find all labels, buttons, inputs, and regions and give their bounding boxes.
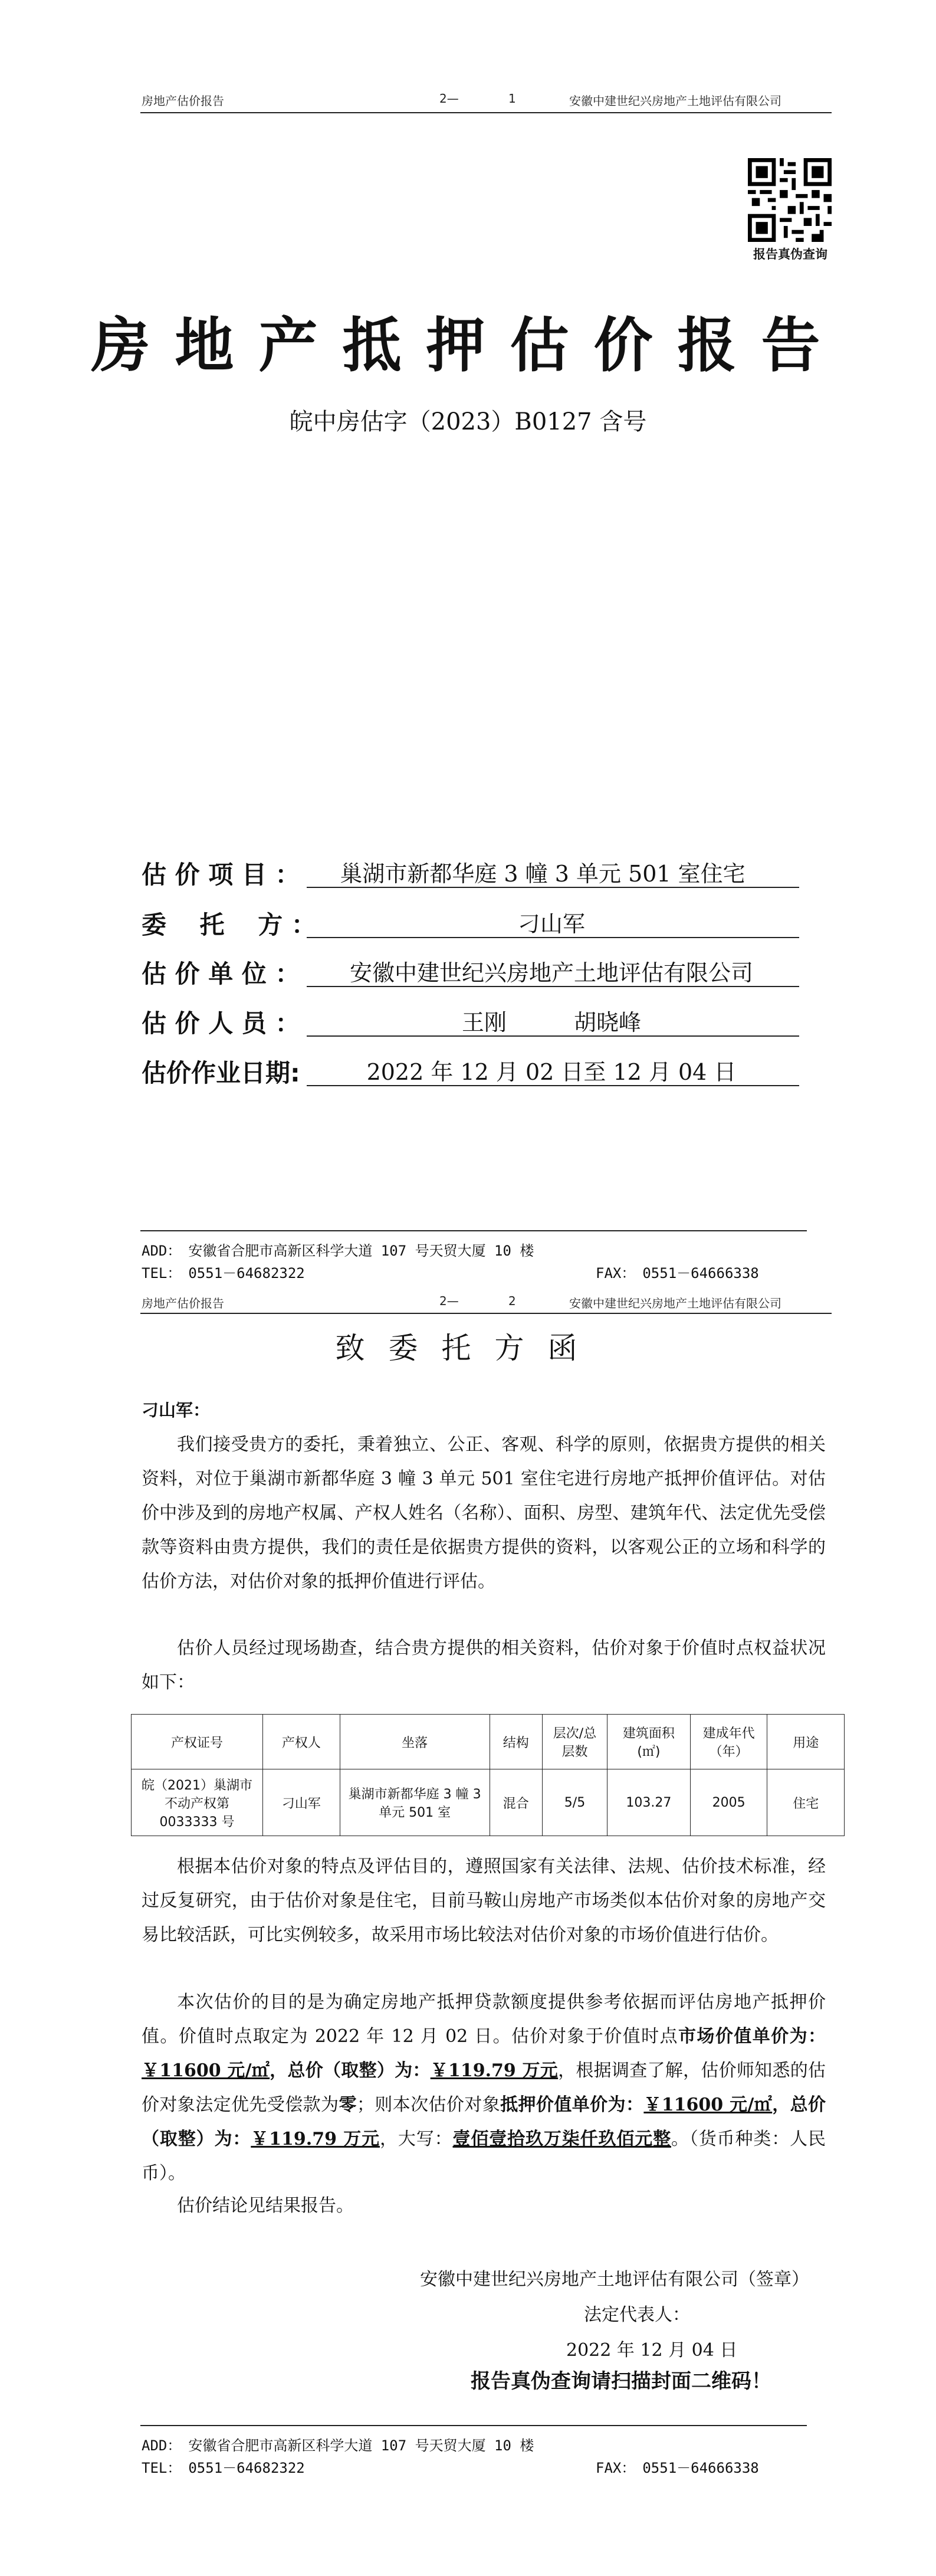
- report-title: 房地产抵押估价报告: [91, 310, 845, 380]
- valuation-label: 抵押价值单价为：: [500, 2095, 644, 2115]
- table-cell: 5/5: [543, 1769, 607, 1836]
- row-underline: [307, 1085, 799, 1086]
- paragraph-intro: 我们接受贵方的委托，秉着独立、公正、客观、科学的原则，依据贵方提供的相关资料，对位于巢湖市新都华庭 3 幢 3 单元 501 室住宅进行房地产抵押价值评估。对估价中涉及到的房地产权属、产权人姓名（名称）、面积、房型、建筑年代、法定优先受偿款等资料由贵方提供，我们的责任是依据贵方提供的资料，以客观公正的立场和科学的估价方法，对估价对象的抵押价值进行评估。: [142, 1434, 826, 1592]
- valuation-label: ，总价（取整）为：: [270, 2060, 431, 2081]
- table-cell: 巢湖市新都华庭 3 幢 3 单元 501 室: [340, 1769, 490, 1836]
- valuation-text: ，大写：: [380, 2129, 453, 2149]
- header-page-mark: 2—: [439, 1294, 459, 1308]
- footer-tel: TEL： 0551－64682322: [142, 2460, 305, 2476]
- valuation-text: ，根据调查了解，估价师知悉的估价对象法定优先受偿款为: [142, 2060, 826, 2115]
- header-page-number: 1: [508, 91, 516, 106]
- row-underline: [307, 986, 799, 987]
- row-value-appraisers: 王刚 胡晓峰: [461, 1010, 641, 1035]
- table-cell: 混合: [490, 1769, 542, 1836]
- paragraph-valuation: [142, 1985, 826, 2191]
- verification-notice: 报告真伪查询请扫描封面二维码！: [471, 2369, 771, 2393]
- row-value-work-date: 2022 年 12 月 02 日至 12 月 04 日: [366, 1059, 737, 1085]
- valuation-text: 。（货币种类：人民币）。: [142, 2129, 826, 2184]
- signature-company: 安徽中建世纪兴房地产土地评估有限公司（签章）: [420, 2269, 809, 2290]
- footer-address: ADD： 安徽省合肥市高新区科学大道 107 号天贸大厦 10 楼: [142, 2437, 534, 2454]
- qr-code-icon: [748, 158, 832, 242]
- row-label-appraisers: 估 价 人 员 ：: [142, 1009, 300, 1038]
- letter-title: 致委托方函: [335, 1331, 601, 1365]
- property-table: [131, 1714, 845, 1836]
- row-label-work-date: 估价作业日期:: [142, 1058, 300, 1087]
- qr-caption: 报告真伪查询: [753, 247, 827, 261]
- table-header-row: [132, 1715, 845, 1769]
- table-header-cell: 产权人: [263, 1715, 340, 1769]
- priority-payment: 零: [339, 2095, 357, 2115]
- table-cell: 住宅: [767, 1769, 845, 1836]
- row-label-project: 估 价 项 目 ：: [142, 860, 300, 889]
- footer-fax: FAX： 0551－64666338: [596, 1265, 759, 1282]
- row-value-project: 巢湖市新都华庭 3 幢 3 单元 501 室住宅: [340, 861, 745, 887]
- table-cell: 103.27: [607, 1769, 691, 1836]
- paragraph-method: 根据本估价对象的特点及评估目的，遵照国家有关法律、法规、估价技术标准，经过反复研究，由于估价对象是住宅，目前马鞍山房地产市场类似本估价对象的房地产交易比较活跃，可比实例较多，故采用市场比较法对估价对象的市场价值进行估价。: [142, 1856, 826, 1945]
- table-header-cell: 坐落: [340, 1715, 490, 1769]
- market-unit-price: ￥11600 元/㎡: [142, 2060, 270, 2081]
- header-rule: [140, 1313, 832, 1314]
- valuation-label: ，总价（取整）为：: [142, 2095, 826, 2149]
- row-underline: [307, 937, 799, 938]
- mortgage-total-price: ￥119.79 万元: [251, 2129, 380, 2149]
- header-left: 房地产估价报告: [142, 1296, 224, 1310]
- market-total-price: ￥119.79 万元: [430, 2060, 559, 2081]
- header-right: 安徽中建世纪兴房地产土地评估有限公司: [569, 1296, 781, 1310]
- header-rule: [140, 112, 832, 113]
- footer-fax: FAX： 0551－64666338: [596, 2460, 759, 2476]
- row-value-appraiser-company: 安徽中建世纪兴房地产土地评估有限公司: [349, 960, 753, 986]
- signature-date: 2022 年 12 月 04 日: [566, 2340, 738, 2361]
- row-label-client: 委 托 方 ：: [142, 910, 316, 939]
- row-value-client: 刁山军: [517, 911, 585, 937]
- header-right: 安徽中建世纪兴房地产土地评估有限公司: [569, 94, 781, 108]
- paragraph-inspection: 估价人员经过现场勘查，结合贵方提供的相关资料，估价对象于价值时点权益状况如下：: [142, 1638, 826, 1693]
- mortgage-unit-price: ￥11600 元/㎡: [643, 2095, 773, 2115]
- footer-rule: [140, 1230, 807, 1231]
- header-left: 房地产估价报告: [142, 94, 224, 108]
- valuation-text: 本次估价的目的是为确定房地产抵押贷款额度提供参考依据而评估房地产抵押价值。价值时点取定为 2022 年 12 月 02 日。估价对象于价值时点: [142, 1992, 826, 2047]
- row-underline: [307, 887, 799, 888]
- valuation-text: ；则本次估价对象: [356, 2095, 501, 2115]
- table-row: [132, 1769, 845, 1836]
- table-header-cell: 建筑面积(㎡): [607, 1715, 691, 1769]
- paragraph-conclusion: 估价结论见结果报告。: [177, 2195, 354, 2216]
- footer-address: ADD： 安徽省合肥市高新区科学大道 107 号天贸大厦 10 楼: [142, 1243, 534, 1259]
- table-header-cell: 用途: [767, 1715, 845, 1769]
- header-page-mark: 2—: [439, 91, 459, 106]
- addressee: 刁山军：: [142, 1400, 211, 1420]
- footer-rule: [140, 2425, 807, 2426]
- footer-tel: TEL： 0551－64682322: [142, 1265, 305, 1282]
- amount-in-words: 壹佰壹拾玖万柒仟玖佰元整: [452, 2129, 672, 2149]
- table-header-cell: 产权证号: [132, 1715, 263, 1769]
- row-underline: [307, 1035, 799, 1037]
- valuation-label: 市场价值单价为：: [678, 2026, 826, 2047]
- signature-legal-rep: 法定代表人：: [584, 2305, 690, 2325]
- table-cell: 刁山军: [263, 1769, 340, 1836]
- table-cell: 皖（2021）巢湖市不动产权第 0033333 号: [132, 1769, 263, 1836]
- table-header-cell: 层次/总层数: [543, 1715, 607, 1769]
- report-number: 皖中房估字（2023）B0127 含号: [289, 408, 647, 435]
- table-header-cell: 结构: [490, 1715, 542, 1769]
- header-page-number: 2: [508, 1294, 516, 1308]
- row-label-appraiser-company: 估 价 单 位 ：: [142, 959, 300, 988]
- table-header-cell: 建成年代（年）: [690, 1715, 767, 1769]
- table-cell: 2005: [690, 1769, 767, 1836]
